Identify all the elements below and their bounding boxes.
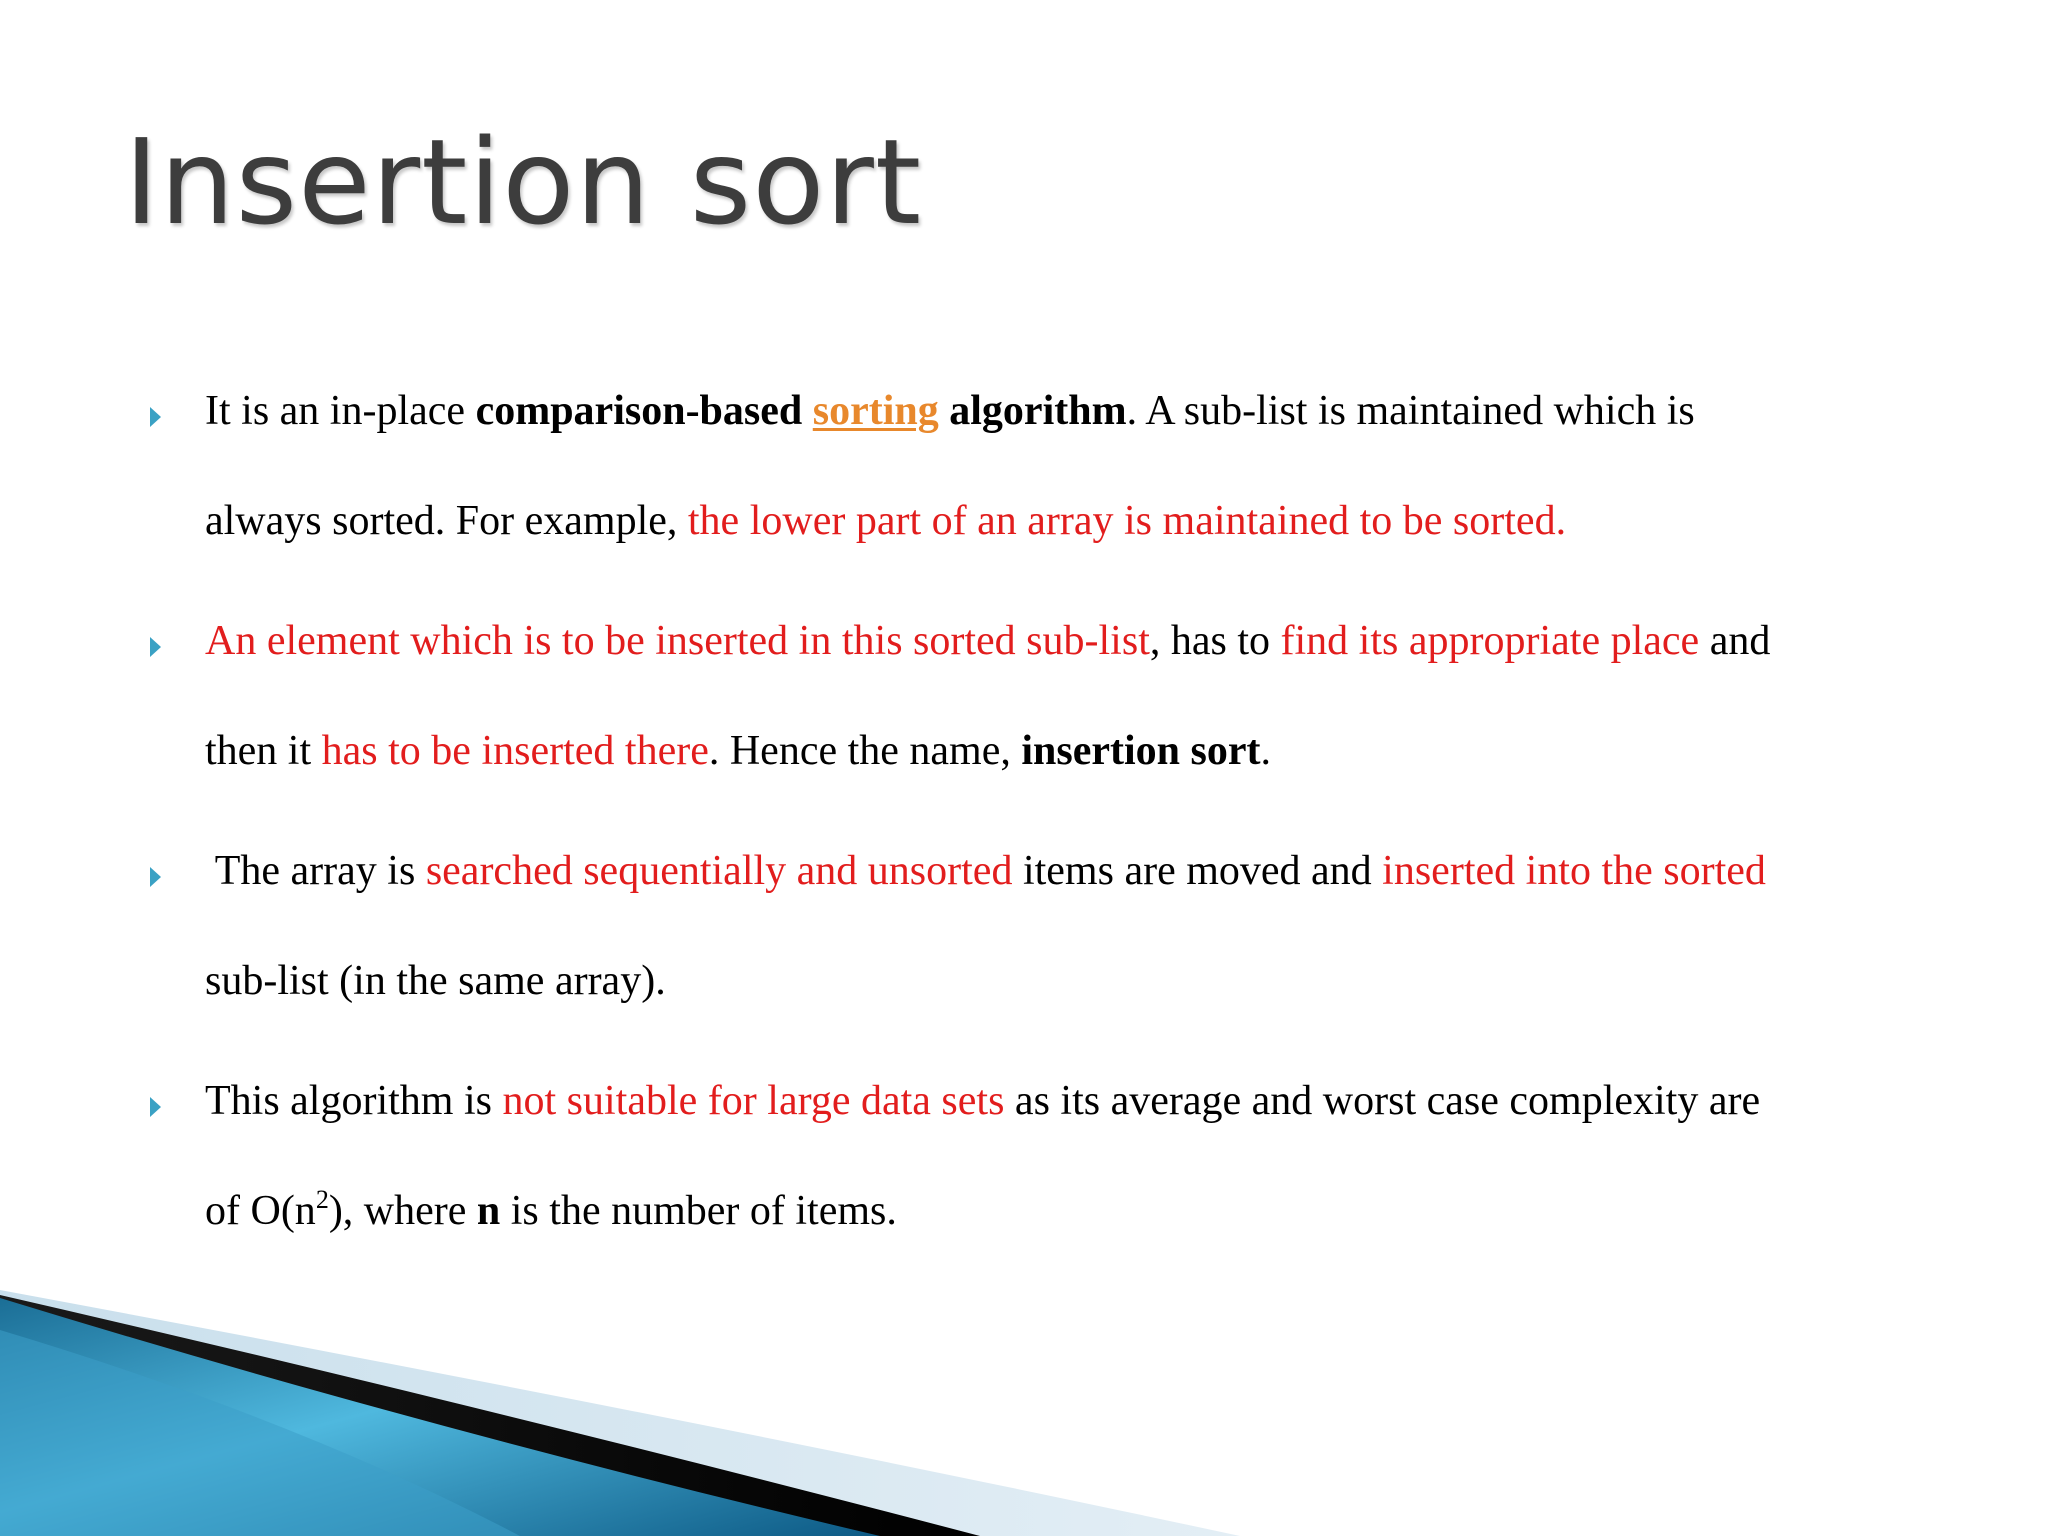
bullet-text-highlight: the lower part of an array is maintained to be sorted. — [687, 498, 1567, 544]
bullet-line — [205, 841, 1766, 901]
bullet-text-highlight: inserted into the sorted — [1382, 848, 1766, 894]
bullet-text: . A sub-list is maintained which is — [1126, 388, 1695, 434]
bullet-text: of O(n — [205, 1188, 316, 1234]
bullet-text: then it — [205, 728, 322, 774]
bullet-text-highlight: has to be inserted there — [321, 728, 709, 774]
bullet-text-bold: comparison-based — [475, 388, 803, 434]
bullet-text: always sorted. For example, — [205, 498, 688, 544]
slide-title: Insertion sort — [124, 113, 923, 251]
bullet-text: is the number of items. — [500, 1188, 897, 1234]
sorting-link[interactable]: sorting — [812, 388, 939, 434]
triangle-right-icon — [150, 407, 161, 427]
bullet-text: , has to — [1149, 618, 1281, 664]
bullet-line — [205, 1071, 1760, 1131]
superscript-exponent: 2 — [315, 1185, 329, 1214]
bullet-text — [939, 388, 950, 434]
bullet-text: items are moved and — [1012, 848, 1383, 894]
bullet-text-bold: algorithm — [949, 388, 1127, 434]
bullet-text: . — [1260, 728, 1272, 774]
bullet-text: sub-list (in the same array). — [205, 958, 666, 1004]
bullet-text: It is an in-place — [205, 388, 476, 434]
bullet-text-bold: insertion sort — [1021, 728, 1261, 774]
bullet-text: The array is — [205, 848, 426, 894]
bullet-line — [205, 721, 1271, 781]
bullet-text: ), where — [328, 1188, 477, 1234]
bullet-text-highlight: not suitable for large data sets — [502, 1078, 1005, 1124]
bullet-text-highlight: An element which is to be inserted in this sorted sub-list — [205, 618, 1150, 664]
bullet-line — [205, 951, 666, 1011]
bullet-text: . Hence the name, — [708, 728, 1022, 774]
bullet-text-highlight: find its appropriate place — [1280, 618, 1700, 664]
bullet-line — [205, 1181, 897, 1241]
bullet-text — [802, 388, 813, 434]
triangle-right-icon — [150, 867, 161, 887]
bullet-text-bold: n — [476, 1188, 501, 1234]
bullet-line — [205, 491, 1566, 551]
bullet-line — [205, 611, 1770, 671]
triangle-right-icon — [150, 637, 161, 657]
bullet-text: as its average and worst case complexity are — [1004, 1078, 1761, 1124]
bullet-line — [205, 381, 1695, 441]
bullet-text: This algorithm is — [205, 1078, 503, 1124]
bullet-text: and — [1699, 618, 1771, 664]
triangle-right-icon — [150, 1097, 161, 1117]
bullet-text-highlight: searched sequentially and unsorted — [425, 848, 1013, 894]
